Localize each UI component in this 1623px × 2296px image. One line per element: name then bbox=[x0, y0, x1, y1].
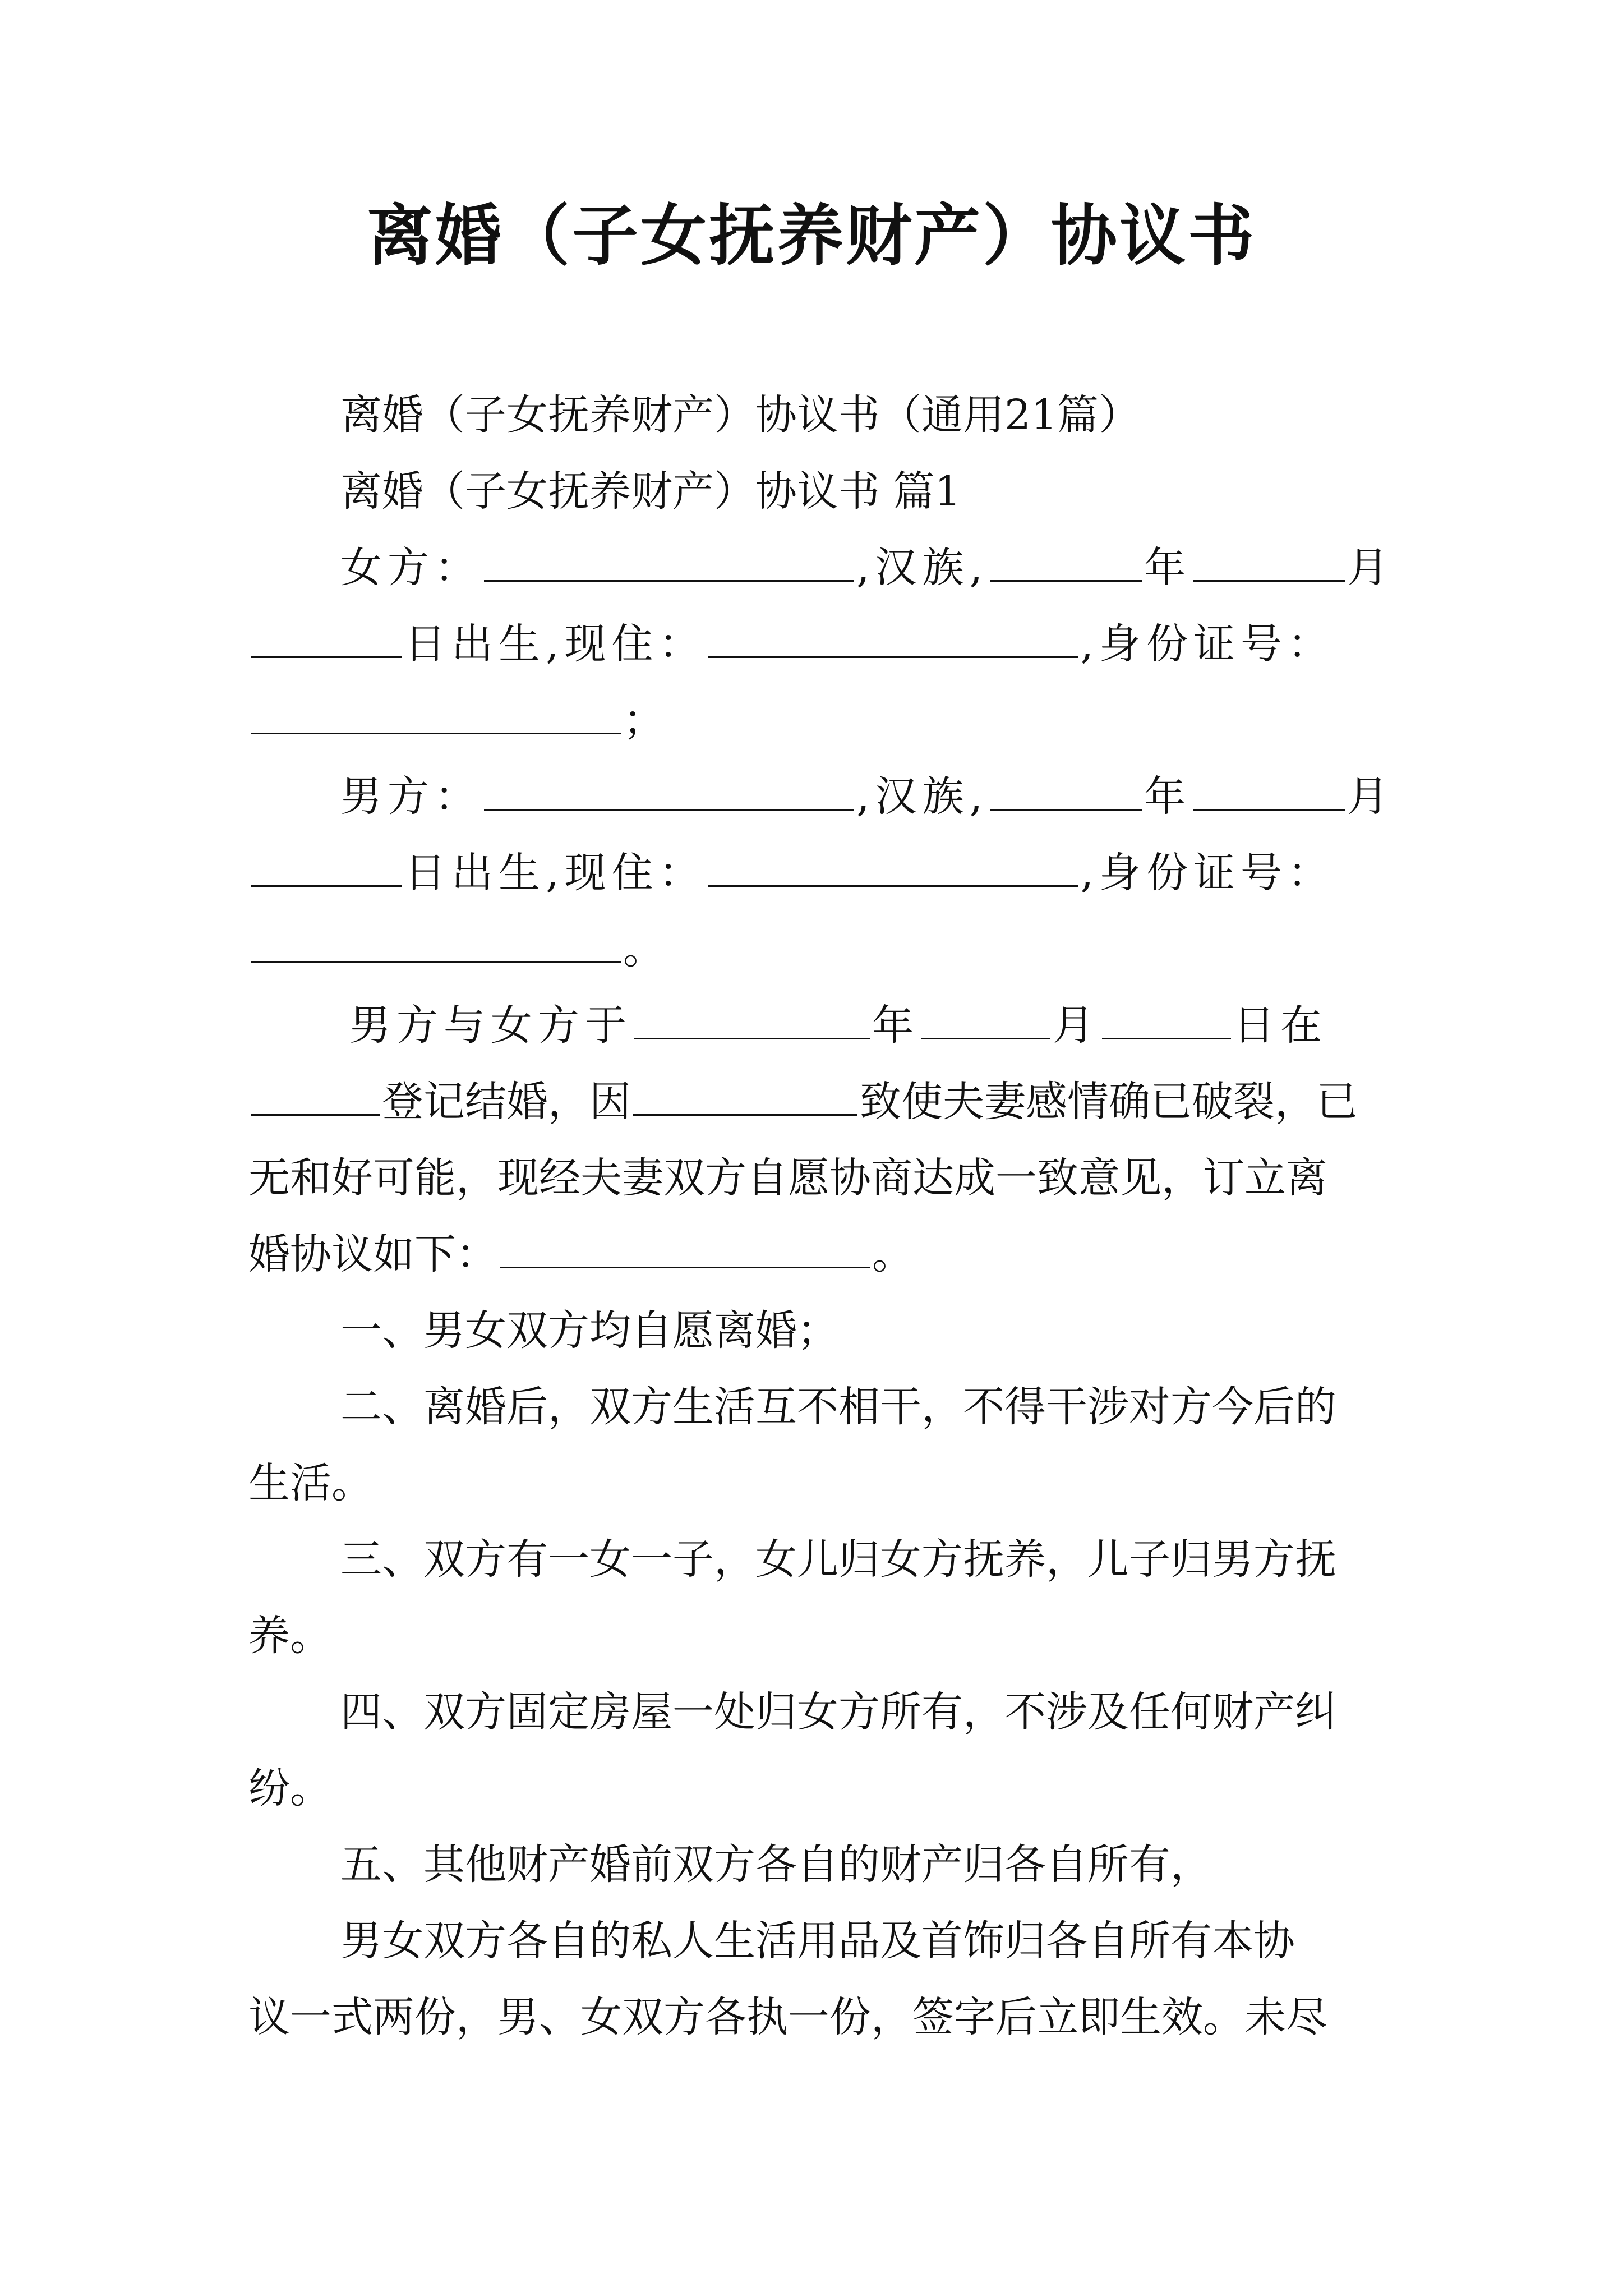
closing-line-1: 男女双方各自的私人生活用品及首饰归各自所有本协 bbox=[340, 1917, 1295, 1965]
month-text: 月 bbox=[1347, 772, 1395, 821]
year-text: 年 bbox=[1144, 772, 1192, 821]
birth-day-blank bbox=[251, 622, 402, 658]
female-label: 女方： bbox=[340, 544, 482, 592]
birth-year-blank bbox=[990, 545, 1142, 582]
clause-5: 五、其他财产婚前双方各自的财产归各自所有， bbox=[340, 1841, 1212, 1889]
closing-line-2: 议一式两份，男、女双方各执一份，签字后立即生效。未尽 bbox=[248, 1993, 1327, 2041]
clause-4-line-1: 四、双方固定房屋一处归女方所有，不涉及任何财产纠 bbox=[340, 1688, 1336, 1736]
clause-4-line-2: 纷。 bbox=[248, 1764, 331, 1812]
male-party-line-3 bbox=[248, 911, 1387, 987]
birth-year-blank bbox=[990, 774, 1142, 811]
marriage-year-blank bbox=[634, 1003, 870, 1039]
id-number-blank bbox=[251, 927, 621, 963]
female-name-blank bbox=[484, 545, 854, 582]
clause-3-line-2: 养。 bbox=[248, 1612, 331, 1660]
clause-1: 一、男女双方均自愿离婚； bbox=[340, 1306, 838, 1355]
month-text: 月 bbox=[1053, 1001, 1100, 1050]
birth-month-blank bbox=[1193, 774, 1345, 811]
marriage-text-e: 婚协议如下： bbox=[248, 1230, 497, 1278]
female-party-line-3 bbox=[248, 682, 1387, 758]
male-name-blank bbox=[484, 774, 854, 811]
period-text: 。 bbox=[872, 1230, 914, 1278]
agreement-blank bbox=[500, 1232, 870, 1268]
ethnicity-text: ,汉族, bbox=[856, 772, 989, 821]
period-text: 。 bbox=[623, 925, 665, 973]
month-text: 月 bbox=[1347, 544, 1395, 592]
document-title: 离婚（子女抚养财产）协议书 bbox=[366, 196, 1256, 274]
marriage-month-blank bbox=[921, 1003, 1050, 1039]
male-party-line-2 bbox=[248, 835, 1387, 911]
residence-blank bbox=[708, 850, 1078, 887]
marriage-text-c: 登记结婚，因 bbox=[382, 1078, 631, 1126]
female-party-line-2 bbox=[248, 606, 1387, 682]
marriage-day-blank bbox=[1102, 1003, 1231, 1039]
marriage-text-b: 日在 bbox=[1233, 1001, 1327, 1050]
birth-residence-text: 日出生,现住： bbox=[404, 620, 706, 668]
marriage-text-a: 男方与女方于 bbox=[349, 1001, 632, 1050]
marriage-line-3: 无和好可能，现经夫妻双方自愿协商达成一致意见，订立离 bbox=[248, 1154, 1327, 1202]
male-party-line-1 bbox=[248, 758, 1395, 835]
clause-3-line-1: 三、双方有一女一子，女儿归女方抚养，儿子归男方抚 bbox=[340, 1535, 1336, 1584]
id-number-blank bbox=[251, 698, 621, 734]
document-subtitle: 离婚（子女抚养财产）协议书（通用21篇） bbox=[340, 391, 1141, 439]
birth-day-blank bbox=[251, 850, 402, 887]
ethnicity-text: ,汉族, bbox=[856, 544, 989, 592]
birth-month-blank bbox=[1193, 545, 1345, 582]
marriage-line-4 bbox=[248, 1216, 1387, 1292]
birth-residence-text: 日出生,现住： bbox=[404, 849, 706, 897]
clause-2-line-2: 生活。 bbox=[248, 1459, 373, 1507]
marriage-line-1 bbox=[248, 987, 1387, 1064]
registration-place-blank bbox=[251, 1079, 380, 1116]
marriage-line-2 bbox=[248, 1064, 1387, 1140]
section-heading: 离婚（子女抚养财产）协议书 篇1 bbox=[340, 467, 961, 516]
id-number-text: ,身份证号： bbox=[1080, 620, 1335, 668]
year-text: 年 bbox=[872, 1001, 919, 1050]
marriage-text-d: 致使夫妻感情确已破裂，已 bbox=[860, 1078, 1358, 1126]
semicolon-text: ； bbox=[623, 696, 665, 744]
id-number-text: ,身份证号： bbox=[1080, 849, 1335, 897]
residence-blank bbox=[708, 622, 1078, 658]
female-party-line-1 bbox=[248, 530, 1395, 606]
clause-2-line-1: 二、离婚后，双方生活互不相干，不得干涉对方今后的 bbox=[340, 1383, 1336, 1431]
male-label: 男方： bbox=[340, 772, 482, 821]
year-text: 年 bbox=[1144, 544, 1192, 592]
reason-blank bbox=[633, 1079, 857, 1116]
